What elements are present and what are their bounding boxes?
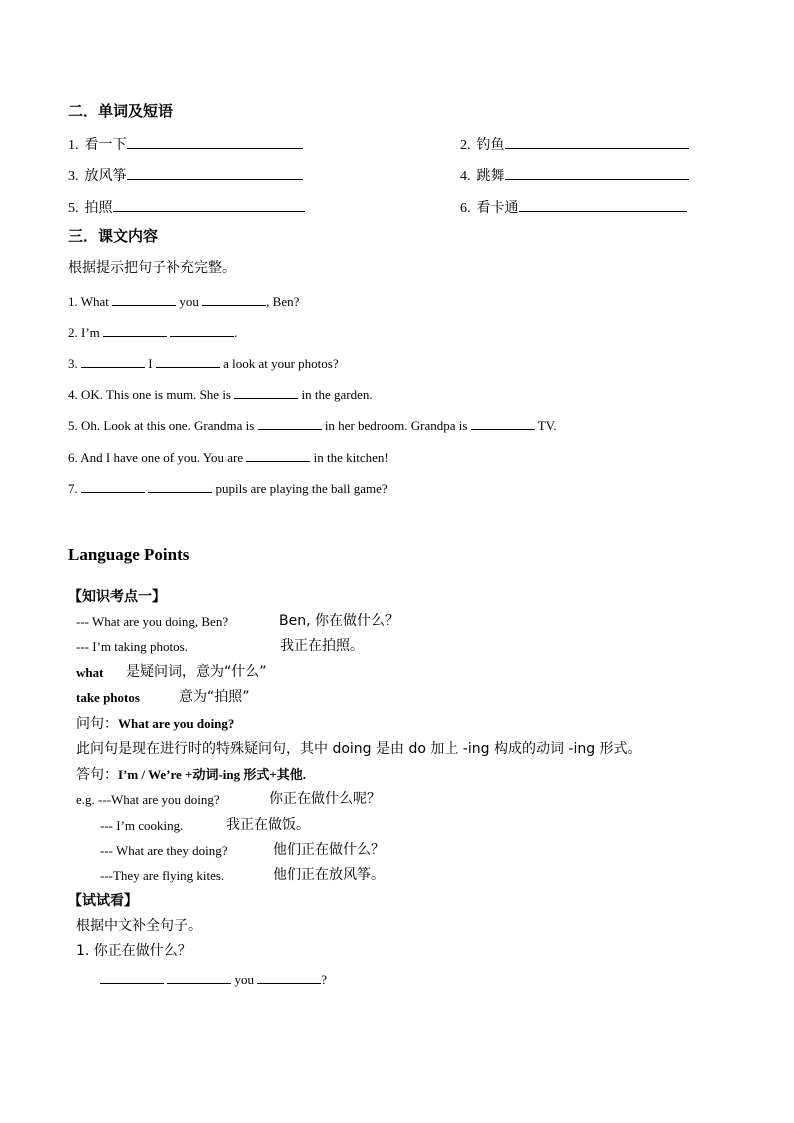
vocab-item-5: 5. 拍照 <box>68 199 305 216</box>
question-line: 问句：What are you doing? <box>76 716 235 732</box>
sentence-4-blank-1[interactable] <box>234 386 298 399</box>
language-points-title: Language Points <box>68 545 190 564</box>
what-word: what <box>76 665 104 680</box>
sentence-2: 2. I’m . <box>68 325 238 340</box>
vocab-blank-6[interactable] <box>519 199 687 212</box>
vocab-blank-2[interactable] <box>505 136 689 149</box>
section3-title: 三．课文内容 <box>68 227 159 245</box>
vocab-item-6: 6. 看卡通 <box>460 199 687 216</box>
sentence-1-blank-2[interactable] <box>202 293 266 306</box>
sentence-7-blank-1[interactable] <box>81 480 145 493</box>
sentence-5-blank-1[interactable] <box>258 417 322 430</box>
dialog-line-1: --- What are you doing, Ben? <box>76 614 229 629</box>
sentence-4: 4. OK. This one is mum. She is in the garden. <box>68 387 373 402</box>
sentence-3-blank-2[interactable] <box>156 355 220 368</box>
vocab-blank-4[interactable] <box>505 167 689 180</box>
kp1-title: 【知识考点一】 <box>68 589 166 605</box>
vocab-blank-1[interactable] <box>127 136 303 149</box>
vocab-blank-3[interactable] <box>127 167 303 180</box>
sentence-1-blank-1[interactable] <box>112 293 176 306</box>
vocab-blank-5[interactable] <box>113 199 305 212</box>
example-3-en: --- What are they doing? <box>100 843 228 858</box>
section3-instruction: 根据提示把句子补充完整。 <box>68 260 236 276</box>
section2-title: 二．单词及短语 <box>68 102 174 120</box>
vocab-item-4: 4. 跳舞 <box>460 167 689 184</box>
example-2-zh: 我正在做饭。 <box>226 817 310 833</box>
try-answer-1-blank-3[interactable] <box>257 971 321 984</box>
try-instruction: 根据中文补全句子。 <box>76 918 202 934</box>
take-photos-meaning: 意为“拍照” <box>179 689 250 705</box>
sentence-3: 3. I a look at your photos? <box>68 356 339 371</box>
sentence-2-blank-1[interactable] <box>103 324 167 337</box>
example-3-zh: 他们正在做什么？ <box>273 842 385 858</box>
sentence-6: 6. And I have one of you. You are in the kitchen! <box>68 450 389 465</box>
dialog-line-1-zh: Ben, 你在做什么？ <box>279 613 399 629</box>
try-answer-1-blank-2[interactable] <box>167 971 231 984</box>
example-2-en: --- I’m cooking. <box>100 818 184 833</box>
try-title: 【试试看】 <box>68 893 138 909</box>
sentence-7: 7. pupils are playing the ball game? <box>68 481 388 496</box>
example-1-zh: 你正在做什么呢？ <box>269 791 381 807</box>
explanation-line: 此问句是现在进行时的特殊疑问句，其中 doing 是由 do 加上 -ing 构成的动词 -ing 形式。 <box>76 741 642 757</box>
sentence-2-blank-2[interactable] <box>170 324 234 337</box>
try-question-1: 1. 你正在做什么？ <box>76 943 192 959</box>
dialog-line-2-zh: 我正在拍照。 <box>280 638 364 654</box>
sentence-3-blank-1[interactable] <box>81 355 145 368</box>
sentence-1: 1. What you , Ben? <box>68 294 300 309</box>
vocab-item-1: 1. 看一下 <box>68 136 303 153</box>
dialog-line-2: --- I’m taking photos. <box>76 639 188 654</box>
sentence-5-blank-2[interactable] <box>471 417 535 430</box>
vocab-item-3: 3. 放风筝 <box>68 167 303 184</box>
sentence-6-blank-1[interactable] <box>246 449 310 462</box>
try-answer-1: you ? <box>100 971 327 986</box>
example-4-en: ---They are flying kites. <box>100 868 225 883</box>
take-photos-word: take photos <box>76 690 140 705</box>
sentence-5: 5. Oh. Look at this one. Grandma is in her bedroom. Grandpa is TV. <box>68 418 557 433</box>
example-4-zh: 他们正在放风筝。 <box>273 867 385 883</box>
example-1-en: e.g. ---What are you doing? <box>76 792 220 807</box>
answer-line: 答句：I’m / We’re +动词-ing 形式+其他. <box>76 767 307 783</box>
what-meaning: 是疑问词，意为“什么” <box>126 664 267 680</box>
try-answer-1-blank-1[interactable] <box>100 971 164 984</box>
sentence-7-blank-2[interactable] <box>148 480 212 493</box>
vocab-item-2: 2. 钓鱼 <box>460 136 689 153</box>
